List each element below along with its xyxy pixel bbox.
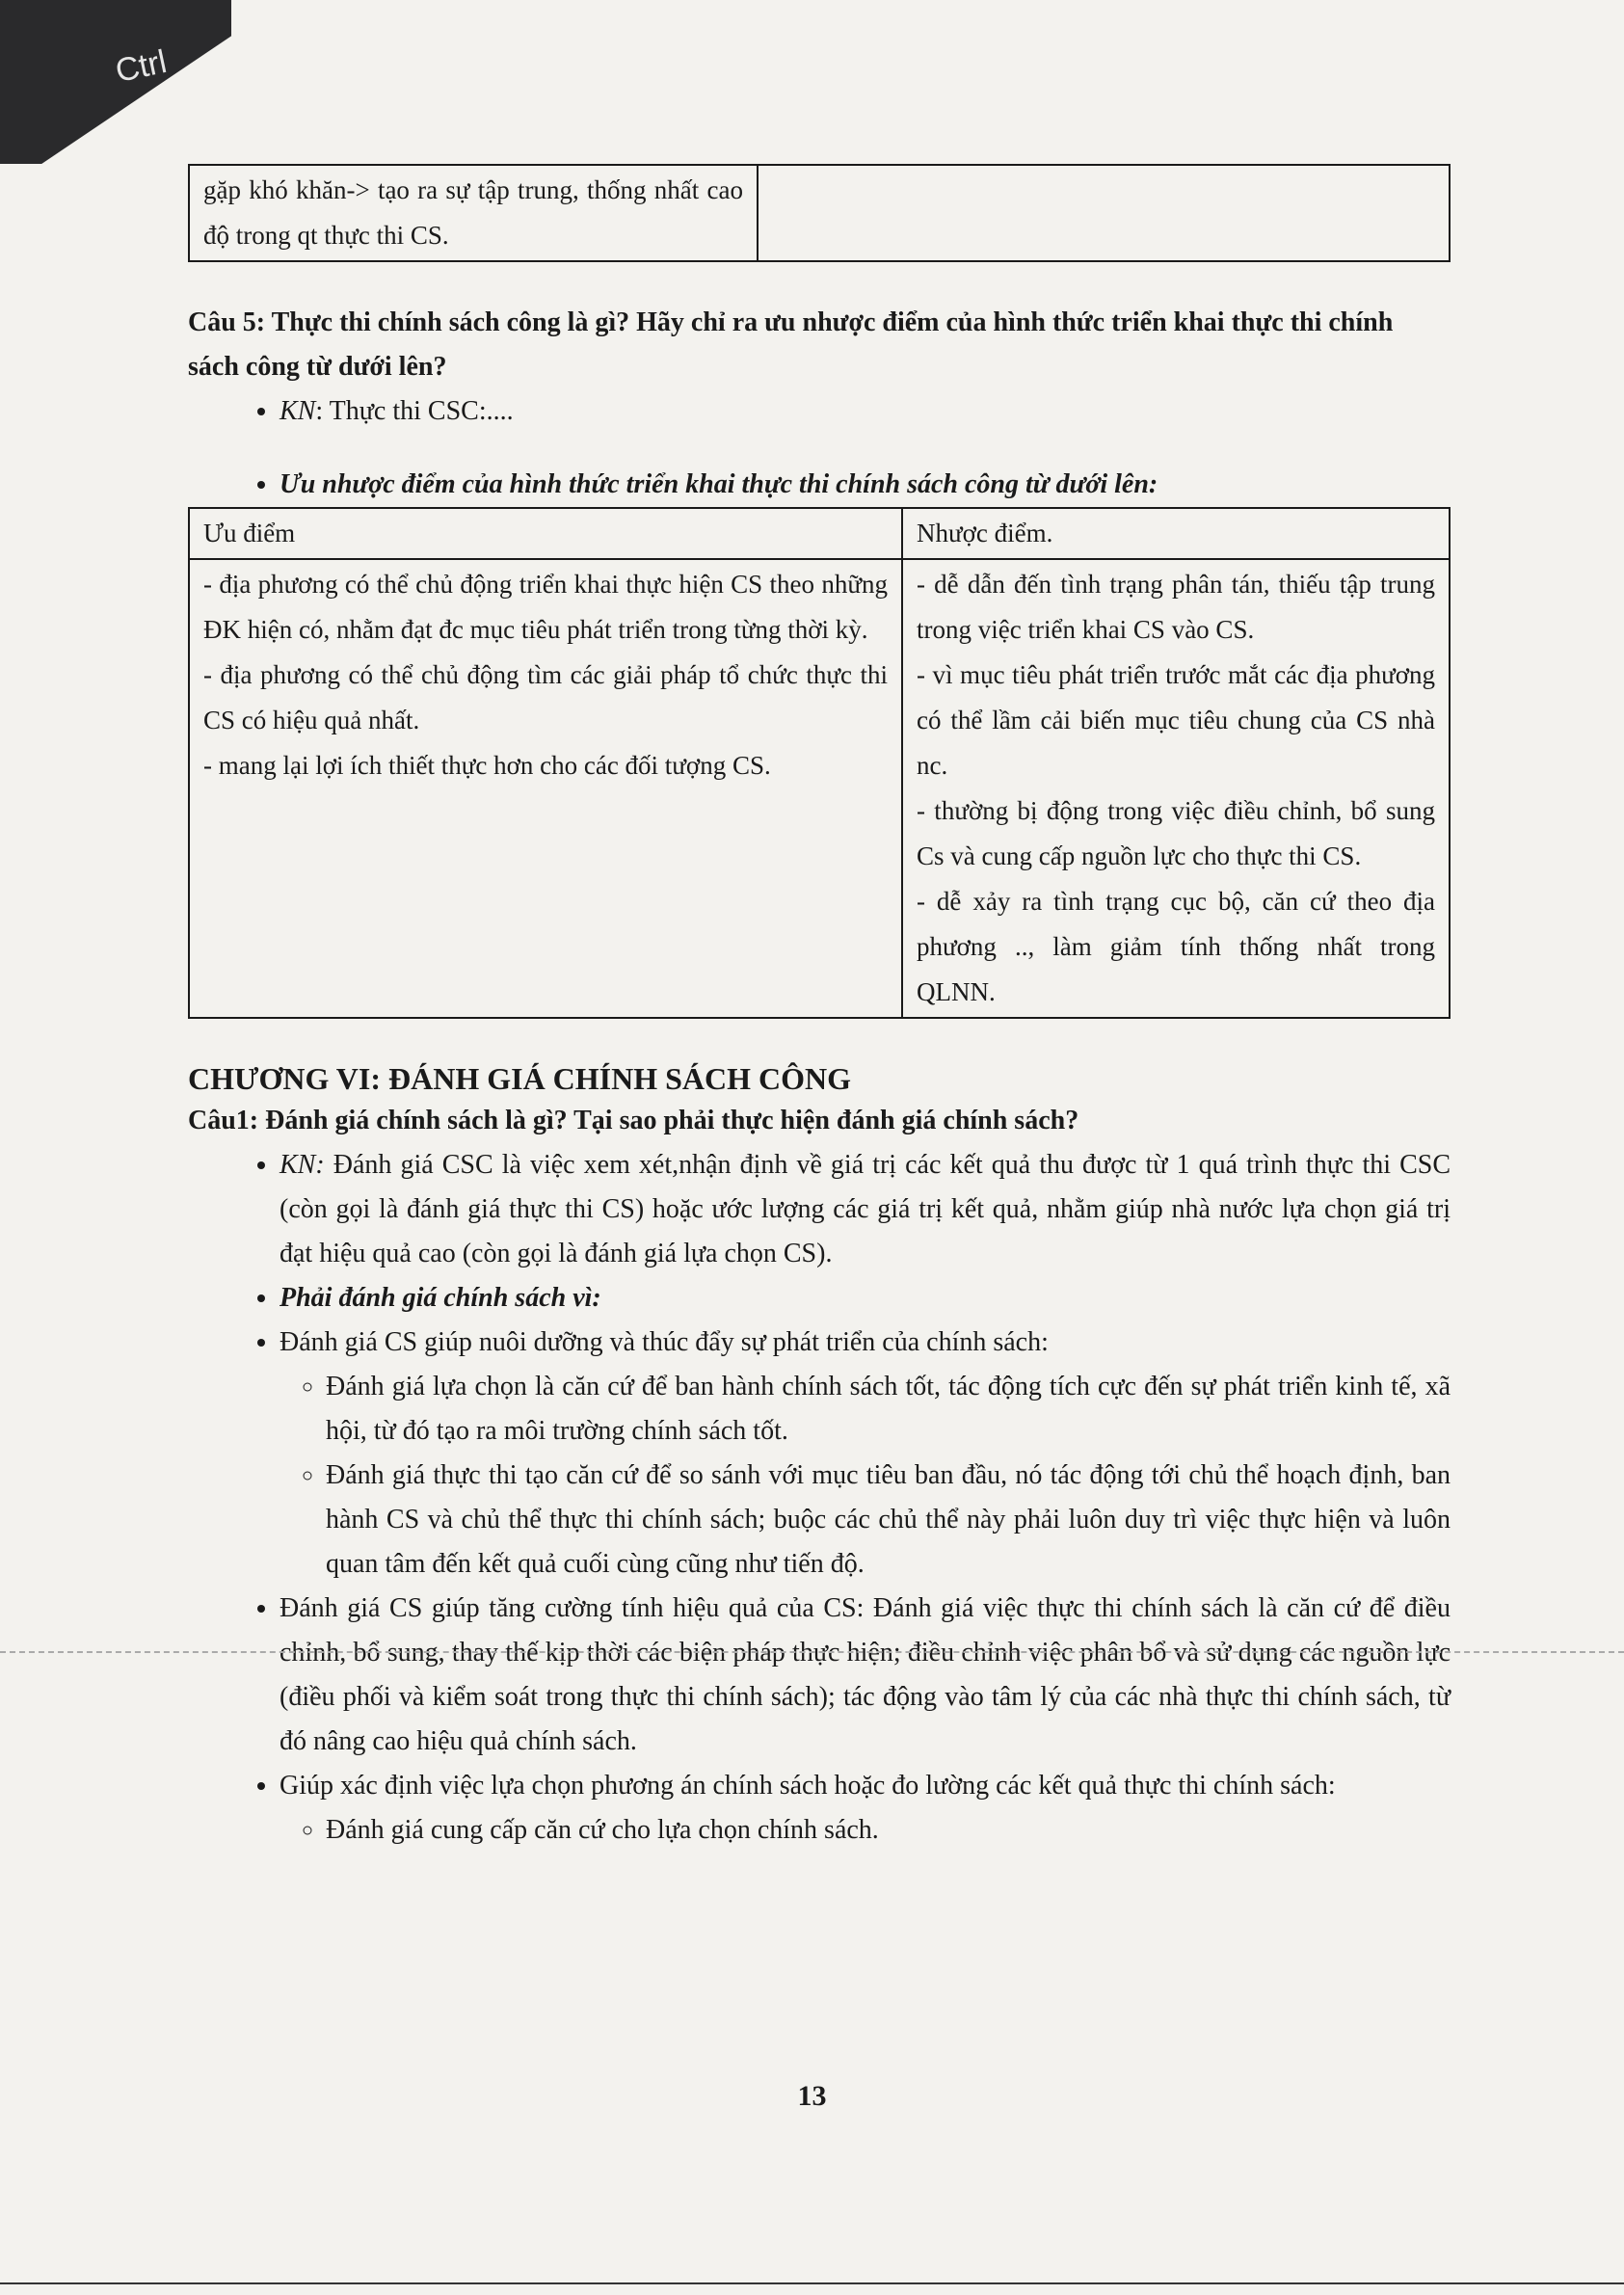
pros-item: - địa phương có thể chủ động triển khai thực hiện CS theo những ĐK hiện có, nhằm đạt đc mục tiêu phát triển trong từng thời kỳ. bbox=[203, 570, 888, 644]
ctrl-key-label: Ctrl bbox=[112, 42, 171, 91]
cons-cell bbox=[902, 559, 1450, 1018]
chapter-definition bbox=[280, 1143, 1451, 1276]
reason-3 bbox=[280, 1764, 1451, 1853]
why-heading: • Phải đánh giá chính sách vì: bbox=[280, 1276, 1451, 1321]
continued-cell-left: gặp khó khăn-> tạo ra sự tập trung, thống nhất cao độ trong qt thực thi CS. bbox=[189, 165, 758, 261]
pros-header: Ưu điểm bbox=[189, 508, 902, 559]
kn-text: : Thực thi CSC:.... bbox=[315, 396, 514, 426]
pros-cell bbox=[189, 559, 902, 1018]
cons-header: Nhược điểm. bbox=[902, 508, 1450, 559]
pros-cons-table bbox=[188, 507, 1451, 1019]
cons-item: - vì mục tiêu phát triển trước mắt các địa phương có thể lầm cải biến mục tiêu chung của CS nhà nc. bbox=[917, 660, 1435, 780]
pros-item: - mang lại lợi ích thiết thực hơn cho các đối tượng CS. bbox=[203, 751, 771, 780]
kn-label: KN bbox=[280, 396, 316, 426]
reason-1-text: Đánh giá CS giúp nuôi dưỡng và thúc đẩy sự phát triển của chính sách: bbox=[280, 1327, 1049, 1357]
q5-definition bbox=[280, 389, 1451, 434]
pros-cons-heading: • Ưu nhược điểm của hình thức triển khai thực thi chính sách công từ dưới lên: bbox=[280, 463, 1451, 507]
fold-line bbox=[0, 1651, 1624, 1653]
keyboard-corner bbox=[0, 0, 231, 164]
continued-cell-right bbox=[758, 165, 1450, 261]
reason-1-sub-item: ◦ Đánh giá lựa chọn là căn cứ để ban hành chính sách tốt, tác động tích cực đến sự phát triển kinh tế, xã hội, từ đó tạo ra môi trường chính sách tốt. bbox=[326, 1365, 1451, 1454]
page-number: 13 bbox=[797, 2080, 827, 2112]
reason-1-sub-item: ◦ Đánh giá thực thi tạo căn cứ để so sánh với mục tiêu ban đầu, nó tác động tới chủ thể hoạch định, ban hành CS và chủ thể thực thi chính sách; buộc các chủ thể này phải luôn duy trì việc thực hiện và luôn quan tâm đến kết quả cuối cùng cũng như tiến độ. bbox=[326, 1454, 1451, 1587]
chapter-title: CHƯƠNG VI: ĐÁNH GIÁ CHÍNH SÁCH CÔNG bbox=[188, 1061, 852, 1096]
reason-2: • Đánh giá CS giúp tăng cường tính hiệu quả của CS: Đánh giá việc thực thi chính sách là căn cứ để điều chỉnh, bổ sung, thay thế kịp thời các biện pháp thực hiện; điều chỉnh việc phân bổ và sử dụng các nguồn lực (điều phối và kiểm soát trong thực thi chính sách); tác động vào tâm lý của các nhà thực thi chính sách, từ đó nâng cao hiệu quả chính sách. bbox=[280, 1587, 1451, 1764]
chapter-kn-label: KN: bbox=[280, 1150, 325, 1180]
pros-item: - địa phương có thể chủ động tìm các giải pháp tổ chức thực thi CS có hiệu quả nhất. bbox=[203, 660, 888, 734]
bottom-edge bbox=[0, 2282, 1624, 2284]
question-1-title: Câu1: Đánh giá chính sách là gì? Tại sao phải thực hiện đánh giá chính sách? bbox=[188, 1106, 1079, 1135]
chapter-kn-text: Đánh giá CSC là việc xem xét,nhận định về giá trị các kết quả thu được từ 1 quá trình thực thi CSC (còn gọi là đánh giá thực thi CS) hoặc ước lượng các giá trị kết quả, nhằm giúp nhà nước lựa chọn giá trị đạt hiệu quả cao (còn gọi là đánh giá lựa chọn CS). bbox=[280, 1150, 1451, 1268]
cons-item: - dễ dẫn đến tình trạng phân tán, thiếu tập trung trong việc triển khai CS vào CS. bbox=[917, 570, 1435, 644]
cons-item: - dễ xảy ra tình trạng cục bộ, căn cứ theo địa phương .., làm giảm tính thống nhất trong QLNN. bbox=[917, 887, 1435, 1006]
question-5-title: Câu 5: Thực thi chính sách công là gì? Hãy chỉ ra ưu nhược điểm của hình thức triển khai thực thi chính sách công từ dưới lên? bbox=[188, 307, 1394, 382]
document-page bbox=[188, 154, 1451, 1853]
reason-1 bbox=[280, 1321, 1451, 1587]
cons-item: - thường bị động trong việc điều chỉnh, bổ sung Cs và cung cấp nguồn lực cho thực thi CS. bbox=[917, 796, 1435, 870]
continued-table bbox=[188, 164, 1451, 262]
reason-3-sub-item: ◦ Đánh giá cung cấp căn cứ cho lựa chọn chính sách. bbox=[326, 1808, 1451, 1853]
reason-3-text: Giúp xác định việc lựa chọn phương án chính sách hoặc đo lường các kết quả thực thi chính sách: bbox=[280, 1771, 1336, 1801]
